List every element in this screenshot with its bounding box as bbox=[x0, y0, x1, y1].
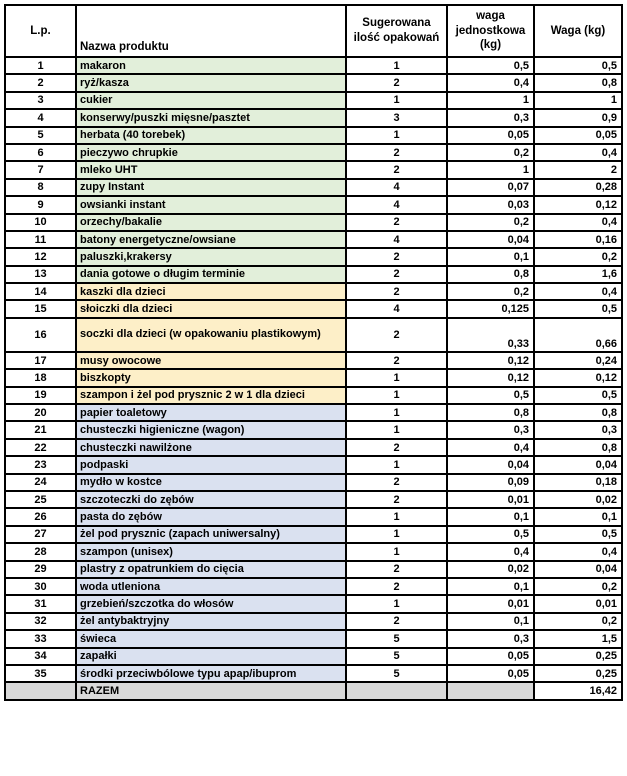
product-name: herbata (40 torebek) bbox=[76, 127, 346, 144]
total-weight: 0,2 bbox=[534, 248, 622, 265]
unit-weight: 0,05 bbox=[447, 665, 534, 682]
total-weight: 1,6 bbox=[534, 266, 622, 283]
product-name: owsianki instant bbox=[76, 196, 346, 213]
product-name: cukier bbox=[76, 92, 346, 109]
row-number: 17 bbox=[5, 352, 76, 369]
unit-weight: 0,04 bbox=[447, 231, 534, 248]
table-row bbox=[5, 248, 622, 265]
suggested-qty: 1 bbox=[346, 92, 447, 109]
row-number: 2 bbox=[5, 74, 76, 91]
table-row bbox=[5, 543, 622, 560]
table-header bbox=[5, 5, 622, 57]
row-number: 18 bbox=[5, 369, 76, 386]
product-name: świeca bbox=[76, 630, 346, 647]
product-name: paluszki,krakersy bbox=[76, 248, 346, 265]
total-weight: 0,24 bbox=[534, 352, 622, 369]
product-name: słoiczki dla dzieci bbox=[76, 300, 346, 317]
unit-weight: 0,5 bbox=[447, 57, 534, 74]
table-row bbox=[5, 665, 622, 682]
suggested-qty: 2 bbox=[346, 491, 447, 508]
unit-weight: 0,03 bbox=[447, 196, 534, 213]
unit-weight: 0,2 bbox=[447, 144, 534, 161]
suggested-qty: 4 bbox=[346, 196, 447, 213]
suggested-qty: 1 bbox=[346, 57, 447, 74]
suggested-qty: 5 bbox=[346, 630, 447, 647]
header-name: Nazwa produktu bbox=[76, 5, 346, 57]
row-number: 32 bbox=[5, 613, 76, 630]
suggested-qty: 2 bbox=[346, 352, 447, 369]
total-weight: 0,4 bbox=[534, 144, 622, 161]
row-number: 21 bbox=[5, 421, 76, 438]
table-row bbox=[5, 387, 622, 404]
row-number: 12 bbox=[5, 248, 76, 265]
product-name: woda utleniona bbox=[76, 578, 346, 595]
total-weight: 0,8 bbox=[534, 74, 622, 91]
unit-weight: 0,3 bbox=[447, 109, 534, 126]
table-row bbox=[5, 74, 622, 91]
total-weight: 0,04 bbox=[534, 561, 622, 578]
unit-weight: 0,4 bbox=[447, 439, 534, 456]
row-number: 9 bbox=[5, 196, 76, 213]
row-number: 33 bbox=[5, 630, 76, 647]
product-name: chusteczki nawilżone bbox=[76, 439, 346, 456]
product-name: pasta do zębów bbox=[76, 508, 346, 525]
header-lp: L.p. bbox=[5, 5, 76, 57]
product-name: konserwy/puszki mięsne/pasztet bbox=[76, 109, 346, 126]
suggested-qty: 1 bbox=[346, 508, 447, 525]
table-row bbox=[5, 369, 622, 386]
table-row bbox=[5, 613, 622, 630]
total-weight: 0,8 bbox=[534, 404, 622, 421]
unit-weight: 0,01 bbox=[447, 491, 534, 508]
table-row bbox=[5, 318, 622, 352]
row-number: 5 bbox=[5, 127, 76, 144]
suggested-qty: 1 bbox=[346, 543, 447, 560]
table-row bbox=[5, 404, 622, 421]
total-weight: 0,02 bbox=[534, 491, 622, 508]
unit-weight: 0,1 bbox=[447, 248, 534, 265]
total-weight: 0,04 bbox=[534, 456, 622, 473]
unit-weight: 0,2 bbox=[447, 283, 534, 300]
total-weight: 0,16 bbox=[534, 231, 622, 248]
total-weight: 0,12 bbox=[534, 369, 622, 386]
suggested-qty: 1 bbox=[346, 127, 447, 144]
product-name: szczoteczki do zębów bbox=[76, 491, 346, 508]
table-body bbox=[5, 57, 622, 682]
table-row bbox=[5, 283, 622, 300]
total-weight: 0,1 bbox=[534, 508, 622, 525]
table-row bbox=[5, 630, 622, 647]
suggested-qty: 2 bbox=[346, 266, 447, 283]
product-name: żel antybaktryjny bbox=[76, 613, 346, 630]
table-footer bbox=[5, 682, 622, 700]
suggested-qty: 5 bbox=[346, 648, 447, 665]
suggested-qty: 2 bbox=[346, 248, 447, 265]
total-weight: 0,8 bbox=[534, 439, 622, 456]
row-number: 13 bbox=[5, 266, 76, 283]
suggested-qty: 2 bbox=[346, 214, 447, 231]
row-number: 28 bbox=[5, 543, 76, 560]
total-weight: 0,05 bbox=[534, 127, 622, 144]
unit-weight: 0,12 bbox=[447, 369, 534, 386]
total-label: RAZEM bbox=[76, 682, 346, 700]
unit-weight: 0,02 bbox=[447, 561, 534, 578]
table-row bbox=[5, 526, 622, 543]
unit-weight: 0,04 bbox=[447, 456, 534, 473]
unit-weight: 1 bbox=[447, 92, 534, 109]
table-row bbox=[5, 352, 622, 369]
suggested-qty: 4 bbox=[346, 300, 447, 317]
total-weight: 0,5 bbox=[534, 57, 622, 74]
suggested-qty: 1 bbox=[346, 369, 447, 386]
table-row bbox=[5, 648, 622, 665]
header-weight: Waga (kg) bbox=[534, 5, 622, 57]
unit-weight: 0,5 bbox=[447, 387, 534, 404]
unit-weight: 0,125 bbox=[447, 300, 534, 317]
suggested-qty: 2 bbox=[346, 144, 447, 161]
table-row bbox=[5, 214, 622, 231]
table-row bbox=[5, 196, 622, 213]
unit-weight: 0,4 bbox=[447, 74, 534, 91]
suggested-qty: 2 bbox=[346, 439, 447, 456]
table-row bbox=[5, 474, 622, 491]
unit-weight: 0,33 bbox=[447, 318, 534, 352]
header-qty: Sugerowana ilość opakowań bbox=[346, 5, 447, 57]
row-number: 31 bbox=[5, 595, 76, 612]
total-weight: 2 bbox=[534, 161, 622, 178]
product-name: mydło w kostce bbox=[76, 474, 346, 491]
suggested-qty: 1 bbox=[346, 387, 447, 404]
total-weight: 0,12 bbox=[534, 196, 622, 213]
suggested-qty: 1 bbox=[346, 456, 447, 473]
row-number: 29 bbox=[5, 561, 76, 578]
unit-weight: 0,07 bbox=[447, 179, 534, 196]
table-row bbox=[5, 109, 622, 126]
unit-weight: 0,5 bbox=[447, 526, 534, 543]
unit-weight: 0,8 bbox=[447, 404, 534, 421]
row-number: 11 bbox=[5, 231, 76, 248]
total-weight: 0,25 bbox=[534, 665, 622, 682]
total-weight-value: 16,42 bbox=[534, 682, 622, 700]
total-weight: 0,4 bbox=[534, 283, 622, 300]
product-name: kaszki dla dzieci bbox=[76, 283, 346, 300]
product-name: ryż/kasza bbox=[76, 74, 346, 91]
row-number: 23 bbox=[5, 456, 76, 473]
suggested-qty: 1 bbox=[346, 526, 447, 543]
unit-weight: 0,09 bbox=[447, 474, 534, 491]
product-name: podpaski bbox=[76, 456, 346, 473]
total-weight: 0,28 bbox=[534, 179, 622, 196]
unit-weight: 0,05 bbox=[447, 648, 534, 665]
product-name: biszkopty bbox=[76, 369, 346, 386]
total-weight: 1 bbox=[534, 92, 622, 109]
suggested-qty: 1 bbox=[346, 595, 447, 612]
row-number: 6 bbox=[5, 144, 76, 161]
row-number: 15 bbox=[5, 300, 76, 317]
unit-weight: 0,3 bbox=[447, 421, 534, 438]
table-row bbox=[5, 144, 622, 161]
total-weight: 0,2 bbox=[534, 613, 622, 630]
row-number: 10 bbox=[5, 214, 76, 231]
product-name: żel pod prysznic (zapach uniwersalny) bbox=[76, 526, 346, 543]
row-number: 34 bbox=[5, 648, 76, 665]
row-number: 27 bbox=[5, 526, 76, 543]
row-number: 25 bbox=[5, 491, 76, 508]
total-weight: 0,2 bbox=[534, 578, 622, 595]
table-row bbox=[5, 491, 622, 508]
unit-weight: 0,3 bbox=[447, 630, 534, 647]
header-unit-weight: waga jednostkowa (kg) bbox=[447, 5, 534, 57]
row-number: 20 bbox=[5, 404, 76, 421]
row-number: 30 bbox=[5, 578, 76, 595]
product-name: zupy Instant bbox=[76, 179, 346, 196]
unit-weight: 0,01 bbox=[447, 595, 534, 612]
total-weight: 0,9 bbox=[534, 109, 622, 126]
header-row bbox=[5, 5, 622, 57]
table-row bbox=[5, 266, 622, 283]
unit-weight: 0,1 bbox=[447, 578, 534, 595]
unit-weight: 0,4 bbox=[447, 543, 534, 560]
row-number: 26 bbox=[5, 508, 76, 525]
product-name: plastry z opatrunkiem do cięcia bbox=[76, 561, 346, 578]
total-weight: 0,5 bbox=[534, 526, 622, 543]
product-name: środki przeciwbólowe typu apap/ibuprom bbox=[76, 665, 346, 682]
table-row bbox=[5, 578, 622, 595]
total-weight: 0,66 bbox=[534, 318, 622, 352]
product-name: batony energetyczne/owsiane bbox=[76, 231, 346, 248]
unit-weight: 0,1 bbox=[447, 508, 534, 525]
suggested-qty: 2 bbox=[346, 474, 447, 491]
unit-weight: 0,2 bbox=[447, 214, 534, 231]
table-row bbox=[5, 421, 622, 438]
total-weight: 0,4 bbox=[534, 543, 622, 560]
row-number: 24 bbox=[5, 474, 76, 491]
table-row bbox=[5, 57, 622, 74]
suggested-qty: 4 bbox=[346, 231, 447, 248]
total-weight: 0,25 bbox=[534, 648, 622, 665]
table-row bbox=[5, 161, 622, 178]
table-row bbox=[5, 456, 622, 473]
table-row bbox=[5, 92, 622, 109]
row-number: 14 bbox=[5, 283, 76, 300]
product-name: pieczywo chrupkie bbox=[76, 144, 346, 161]
product-name: szampon i żel pod prysznic 2 w 1 dla dzieci bbox=[76, 387, 346, 404]
table-row bbox=[5, 179, 622, 196]
product-name: chusteczki higieniczne (wagon) bbox=[76, 421, 346, 438]
table-row bbox=[5, 508, 622, 525]
suggested-qty: 2 bbox=[346, 578, 447, 595]
total-row-unit-cell bbox=[447, 682, 534, 700]
suggested-qty: 2 bbox=[346, 283, 447, 300]
row-number: 7 bbox=[5, 161, 76, 178]
row-number: 8 bbox=[5, 179, 76, 196]
row-number: 35 bbox=[5, 665, 76, 682]
suggested-qty: 1 bbox=[346, 421, 447, 438]
suggested-qty: 2 bbox=[346, 161, 447, 178]
row-number: 16 bbox=[5, 318, 76, 352]
table-row bbox=[5, 561, 622, 578]
row-number: 3 bbox=[5, 92, 76, 109]
product-name: grzebień/szczotka do włosów bbox=[76, 595, 346, 612]
total-row-lp-cell bbox=[5, 682, 76, 700]
product-name: mleko UHT bbox=[76, 161, 346, 178]
row-number: 4 bbox=[5, 109, 76, 126]
unit-weight: 0,1 bbox=[447, 613, 534, 630]
product-name: makaron bbox=[76, 57, 346, 74]
product-name: orzechy/bakalie bbox=[76, 214, 346, 231]
suggested-qty: 2 bbox=[346, 74, 447, 91]
suggested-qty: 3 bbox=[346, 109, 447, 126]
unit-weight: 0,05 bbox=[447, 127, 534, 144]
total-weight: 1,5 bbox=[534, 630, 622, 647]
suggested-qty: 2 bbox=[346, 318, 447, 352]
unit-weight: 1 bbox=[447, 161, 534, 178]
product-name: zapałki bbox=[76, 648, 346, 665]
total-weight: 0,3 bbox=[534, 421, 622, 438]
product-name: dania gotowe o długim terminie bbox=[76, 266, 346, 283]
row-number: 1 bbox=[5, 57, 76, 74]
table-row bbox=[5, 300, 622, 317]
table-row bbox=[5, 127, 622, 144]
suggested-qty: 5 bbox=[346, 665, 447, 682]
table-row bbox=[5, 439, 622, 456]
unit-weight: 0,12 bbox=[447, 352, 534, 369]
product-table bbox=[4, 4, 623, 701]
suggested-qty: 2 bbox=[346, 613, 447, 630]
product-name: szampon (unisex) bbox=[76, 543, 346, 560]
total-weight: 0,18 bbox=[534, 474, 622, 491]
suggested-qty: 2 bbox=[346, 561, 447, 578]
product-name: musy owocowe bbox=[76, 352, 346, 369]
total-row bbox=[5, 682, 622, 700]
suggested-qty: 1 bbox=[346, 404, 447, 421]
total-weight: 0,5 bbox=[534, 300, 622, 317]
table-row bbox=[5, 231, 622, 248]
total-weight: 0,4 bbox=[534, 214, 622, 231]
row-number: 22 bbox=[5, 439, 76, 456]
table-row bbox=[5, 595, 622, 612]
product-name: soczki dla dzieci (w opakowaniu plastikowym) bbox=[76, 318, 346, 352]
total-weight: 0,5 bbox=[534, 387, 622, 404]
product-name: papier toaletowy bbox=[76, 404, 346, 421]
suggested-qty: 4 bbox=[346, 179, 447, 196]
unit-weight: 0,8 bbox=[447, 266, 534, 283]
total-weight: 0,01 bbox=[534, 595, 622, 612]
row-number: 19 bbox=[5, 387, 76, 404]
total-row-qty-cell bbox=[346, 682, 447, 700]
